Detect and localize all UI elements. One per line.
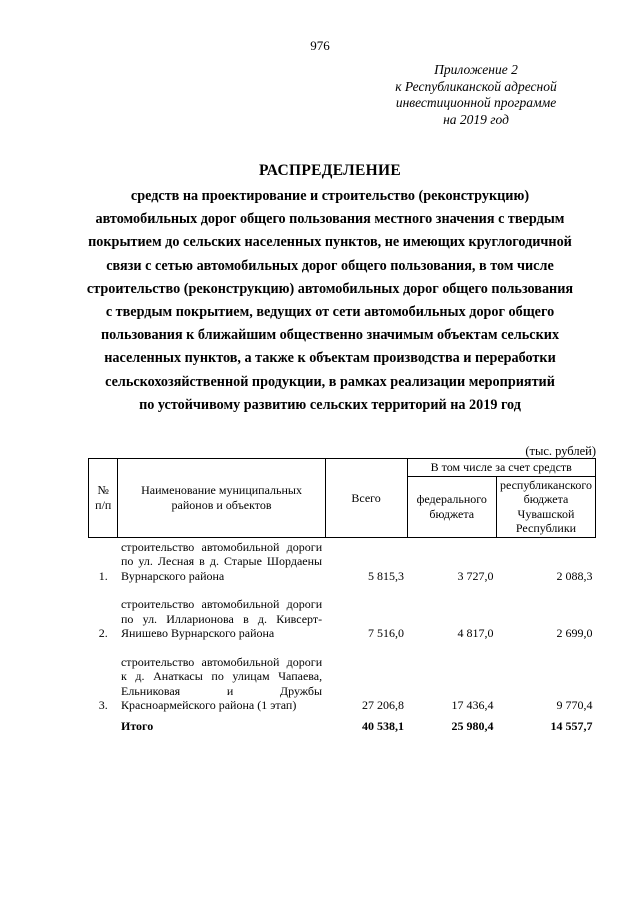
header-num: № п/п bbox=[89, 459, 118, 538]
header-name: Наименование муниципальных районов и объектов bbox=[118, 459, 325, 538]
row-object-name: строительство автомобильной дороги к д. Анаткасы по улицам Чапаева, Ельниковая и Дружбы Красноармейского района (1 этап) bbox=[120, 654, 323, 712]
units-note: (тыс. рублей) bbox=[525, 444, 596, 458]
row-republic: 2 699,0 bbox=[556, 626, 593, 640]
row-federal: 3 727,0 bbox=[457, 568, 494, 583]
appendix-line: Приложение 2 bbox=[434, 62, 518, 77]
subtitle-line: автомобильных дорог общего пользования местного значения с твердым bbox=[95, 211, 565, 228]
distribution-table bbox=[88, 458, 596, 733]
total-num-cell bbox=[89, 713, 118, 734]
page-number: 976 bbox=[310, 38, 330, 53]
subtitle-line: пользования к ближайшим общественно значимым объектам сельских bbox=[100, 327, 560, 344]
header-total: Всего bbox=[325, 459, 407, 538]
total-federal: 25 980,4 bbox=[451, 718, 494, 733]
subtitle-line: связи с сетью автомобильных дорог общего пользования, в том числе bbox=[106, 257, 554, 274]
row-number: 2. bbox=[98, 626, 108, 640]
appendix-line: инвестиционной программе bbox=[395, 95, 557, 110]
subtitle-line: покрытием до сельских населенных пунктов, не имеющих круглогодичной bbox=[88, 234, 572, 251]
header-federal: федерального бюджета bbox=[407, 476, 496, 537]
title-block bbox=[60, 162, 600, 417]
appendix-line: к Республиканской адресной bbox=[395, 78, 557, 94]
row-total: 7 516,0 bbox=[368, 626, 405, 640]
appendix-line: на 2019 год bbox=[443, 111, 509, 127]
row-object-name: строительство автомобильной дороги по ул. Илларионова в д. Кивсерт-Янишево Вурнарского района bbox=[120, 597, 323, 640]
appendix-note bbox=[366, 62, 586, 128]
row-federal: 4 817,0 bbox=[457, 626, 494, 640]
subtitle-line: сельскохозяйственной продукции, в рамках реализации мероприятий bbox=[105, 373, 555, 390]
subtitle-line: по устойчивому развитию сельских территорий на 2019 год bbox=[139, 396, 521, 413]
row-total: 27 206,8 bbox=[362, 698, 405, 712]
row-republic: 9 770,4 bbox=[556, 698, 593, 712]
header-group: В том числе за счет средств bbox=[407, 459, 595, 477]
subtitle-line: населенных пунктов, а также к объектам производства и переработки bbox=[104, 350, 556, 367]
subtitle-line: средств на проектирование и строительство (реконструкцию) bbox=[130, 188, 530, 204]
total-row bbox=[89, 713, 596, 734]
header-republic: республиканского бюджета Чувашской Республики bbox=[496, 476, 595, 537]
table-row bbox=[89, 595, 596, 641]
row-number: 3. bbox=[98, 698, 108, 712]
total-label: Итого bbox=[120, 718, 154, 733]
total-sum: 40 538,1 bbox=[362, 718, 405, 733]
table-row bbox=[89, 537, 596, 583]
subtitle-line: с твердым покрытием, ведущих от сети автомобильных дорог общего bbox=[105, 304, 555, 321]
document-subtitle bbox=[60, 185, 600, 417]
total-republic: 14 557,7 bbox=[550, 718, 593, 733]
row-number: 1. bbox=[98, 568, 108, 583]
row-federal: 17 436,4 bbox=[451, 698, 494, 712]
document-title: РАСПРЕДЕЛЕНИЕ bbox=[259, 162, 401, 179]
row-object-name: строительство автомобильной дороги по ул. Лесная в д. Старые Шордаены Вурнарского района bbox=[120, 539, 323, 583]
row-republic: 2 088,3 bbox=[556, 568, 593, 583]
row-total: 5 815,3 bbox=[368, 568, 405, 583]
table-row bbox=[89, 653, 596, 713]
subtitle-line: строительство (реконструкцию) автомобильных дорог общего пользования bbox=[86, 280, 574, 297]
